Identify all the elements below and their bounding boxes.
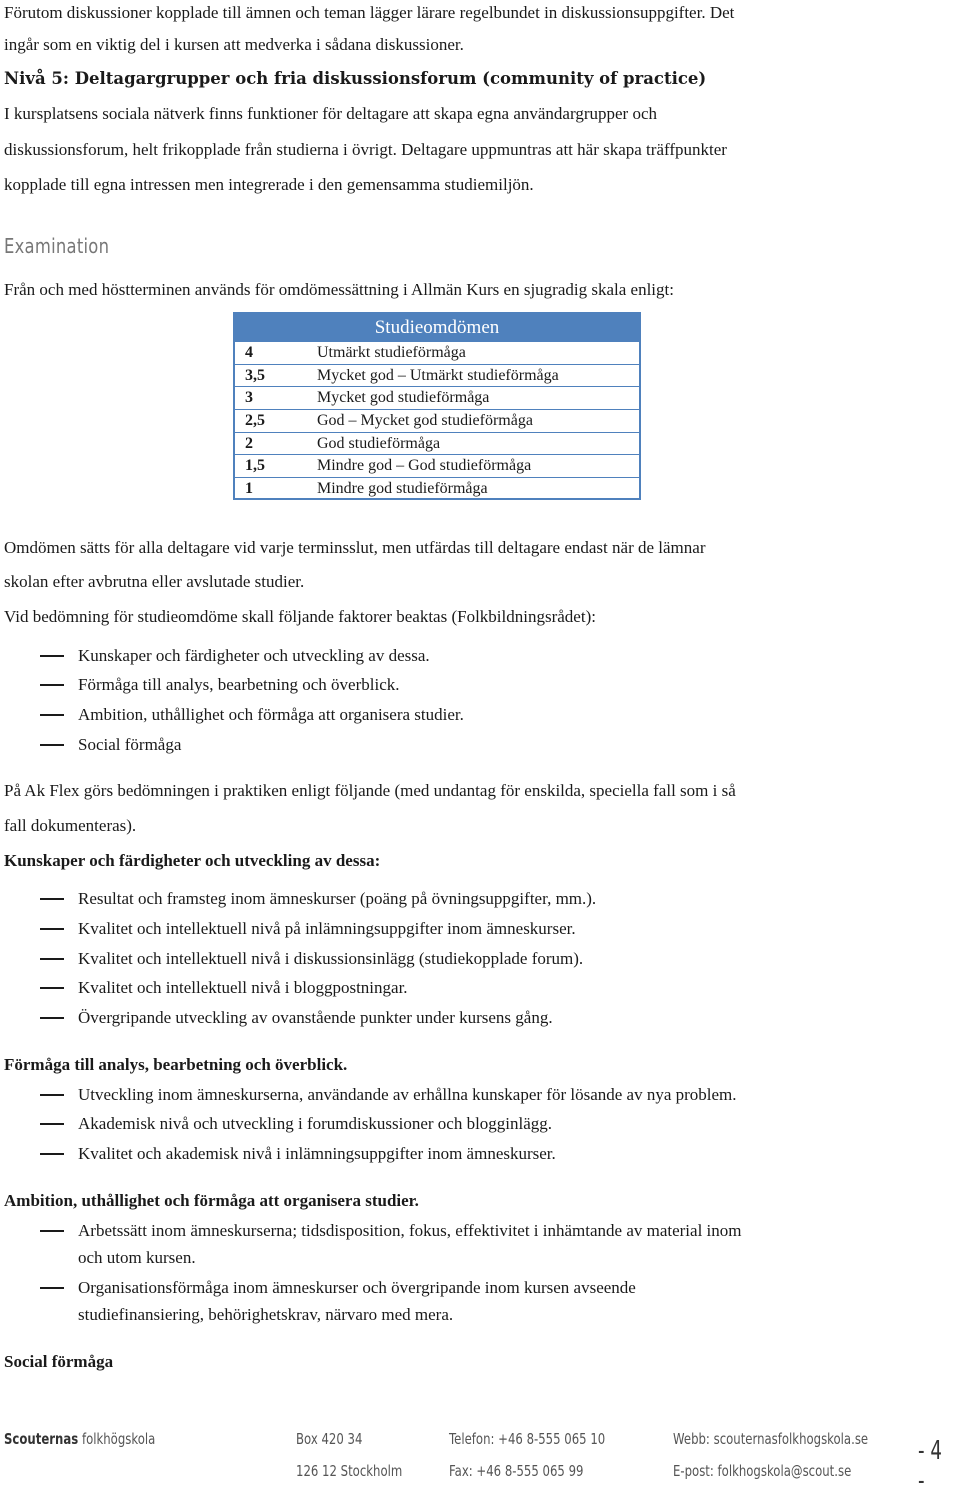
- grade-row: [235, 386, 639, 409]
- footer-email: E-post: folkhogskola@scout.se: [673, 1462, 852, 1480]
- grade-value: 4: [245, 344, 253, 361]
- grade-value: 1: [245, 480, 253, 498]
- grade-label: Utmärkt studieförmåga: [317, 344, 466, 361]
- footer-brand-rest: folkhögskola: [81, 1430, 156, 1448]
- dash-icon: [40, 928, 64, 930]
- grade-label: Mindre god studieförmåga: [317, 480, 488, 498]
- grade-label: God – Mycket god studieförmåga: [317, 412, 533, 430]
- grade-table: [233, 312, 641, 500]
- dash-icon: [40, 655, 64, 657]
- grade-row: [235, 341, 639, 364]
- dash-icon: [40, 898, 64, 900]
- grade-value: 3: [245, 389, 253, 407]
- footer-web: Webb: scouternasfolkhogskola.se: [673, 1430, 869, 1448]
- footer-box: Box 420 34: [296, 1430, 363, 1448]
- after-table-line-2: skolan efter avbrutna eller avslutade studier.: [4, 572, 305, 591]
- level5-line-1: I kursplatsens sociala nätverk finns funktioner för deltagare att skapa egna användargrupper och: [4, 104, 657, 123]
- grade-label: Mycket god – Utmärkt studieförmåga: [317, 366, 559, 384]
- dash-icon: [40, 987, 64, 989]
- level5-line-3: kopplade till egna intressen men integrerade i den gemensamma studiemiljön.: [4, 175, 534, 194]
- akflex-line-1: På Ak Flex görs bedömningen i praktiken enligt följande (med undantag för enskilda, speciella fall som i så: [4, 781, 736, 800]
- akflex-line-2: fall dokumenteras).: [4, 816, 137, 835]
- after-table-line-3: Vid bedömning för studieomdöme skall följande faktorer beaktas (Folkbildningsrådet):: [4, 607, 596, 626]
- examination-heading: Examination: [4, 234, 110, 258]
- grade-row: [235, 454, 639, 477]
- intro-line-1: Förutom diskussioner kopplade till ämnen och teman lägger lärare regelbundet in diskussionsuppgifter. Det: [4, 3, 735, 22]
- dash-icon: [40, 1230, 64, 1232]
- page-number: - 4 -: [918, 1436, 942, 1496]
- grade-value: 1,5: [245, 457, 265, 475]
- grade-label: God studieförmåga: [317, 434, 441, 452]
- footer-brand: [4, 1430, 155, 1448]
- grade-row: [235, 432, 639, 455]
- dash-icon: [40, 1153, 64, 1155]
- intro-line-2: ingår som en viktig del i kursen att medverka i sådana diskussioner.: [4, 35, 464, 54]
- grade-table-header: Studieomdömen: [235, 314, 639, 341]
- section2-title: Förmåga till analys, bearbetning och överblick.: [4, 1055, 348, 1074]
- grade-value: 3,5: [245, 366, 265, 384]
- section3-title: Ambition, uthållighet och förmåga att organisera studier.: [4, 1191, 419, 1210]
- examination-intro: Från och med höstterminen används för omdömessättning i Allmän Kurs en sjugradig skala enligt:: [4, 280, 674, 299]
- grade-label: Mycket god studieförmåga: [317, 389, 490, 407]
- section4-title: Social förmåga: [4, 1352, 114, 1371]
- dash-icon: [40, 1123, 64, 1125]
- grade-value: 2,5: [245, 412, 265, 430]
- footer-phone: Telefon: +46 8-555 065 10: [449, 1430, 606, 1448]
- dash-icon: [40, 714, 64, 716]
- dash-icon: [40, 1094, 64, 1096]
- grade-row: [235, 364, 639, 387]
- grade-row: [235, 477, 639, 500]
- section1-title: Kunskaper och färdigheter och utveckling av dessa:: [4, 851, 381, 870]
- dash-icon: [40, 1287, 64, 1289]
- grade-label: Mindre god – God studieförmåga: [317, 457, 532, 475]
- footer-postal: 126 12 Stockholm: [296, 1462, 403, 1480]
- grade-row: [235, 409, 639, 432]
- level5-line-2: diskussionsforum, helt frikopplade från studierna i övrigt. Deltagare uppmuntras att här skapa träffpunkter: [4, 140, 727, 159]
- dash-icon: [40, 684, 64, 686]
- level5-title: Nivå 5: Deltagargrupper och fria diskussionsforum (community of practice): [4, 69, 707, 88]
- footer-brand-name: Scouternas: [4, 1430, 79, 1448]
- dash-icon: [40, 958, 64, 960]
- after-table-line-1: Omdömen sätts för alla deltagare vid varje terminsslut, men utfärdas till deltagare endast när de lämnar: [4, 538, 706, 557]
- dash-icon: [40, 744, 64, 746]
- footer-fax: Fax: +46 8-555 065 99: [449, 1462, 584, 1480]
- grade-value: 2: [245, 434, 253, 452]
- dash-icon: [40, 1017, 64, 1019]
